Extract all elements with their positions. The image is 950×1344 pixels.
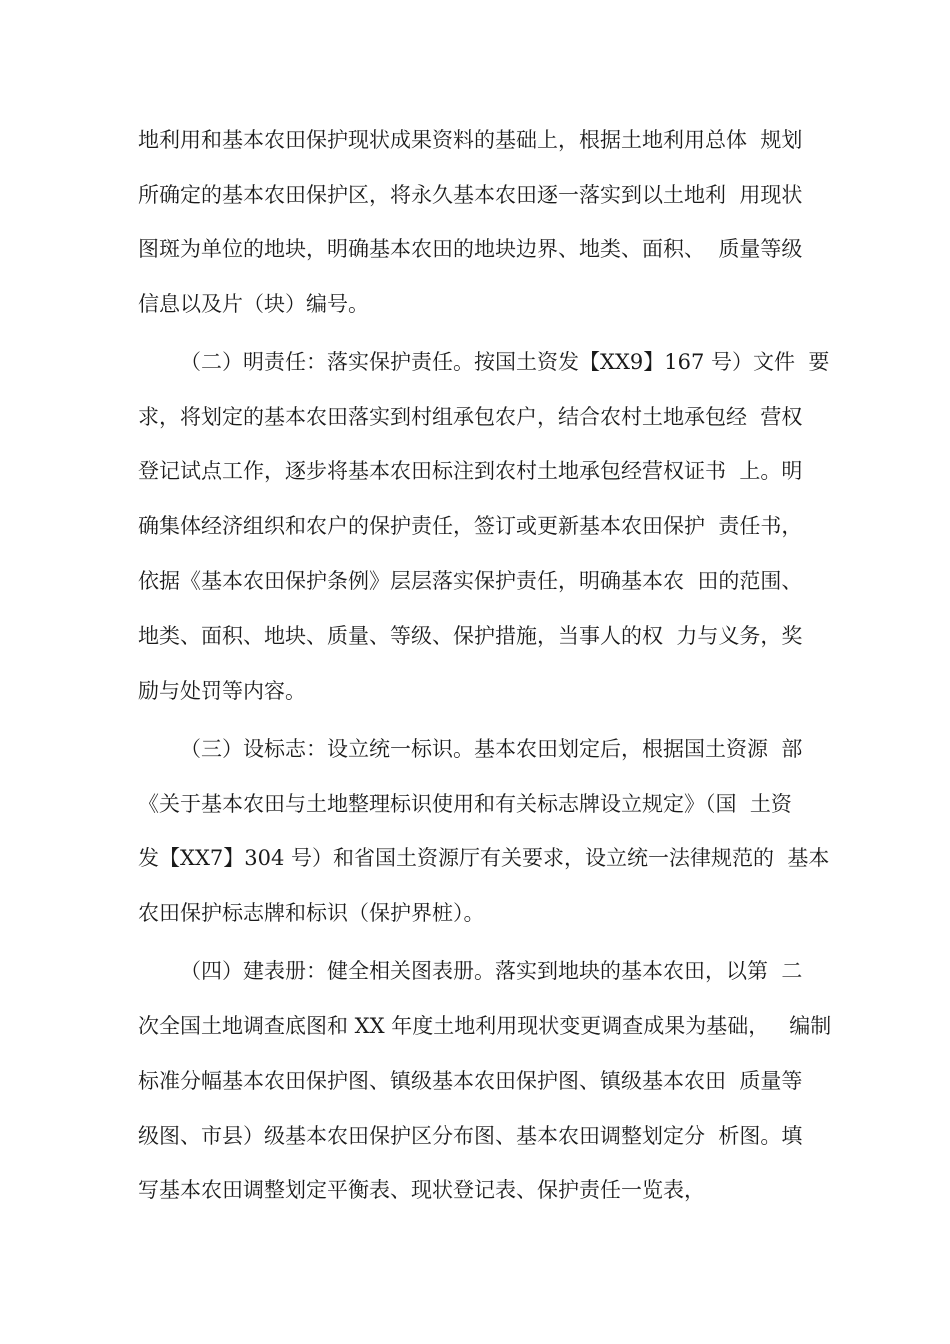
text-line: 依据《基本农田保护条例》层层落实保护责任，明确基本农 田的范围、 bbox=[138, 569, 803, 593]
paragraph-heading-line: （二）明责任：落实保护责任。按国土资发【XX9】167 号）文件 要 bbox=[180, 350, 830, 374]
text-line: 地类、面积、地块、质量、等级、保护措施，当事人的权 力与义务，奖 bbox=[138, 624, 803, 648]
text-line: 级图、市县）级基本农田保护区分布图、基本农田调整划定分 析图。填 bbox=[138, 1124, 803, 1148]
text-line: 励与处罚等内容。 bbox=[138, 679, 306, 703]
text-line: 求，将划定的基本农田落实到村组承包农户，结合农村土地承包经 营权 bbox=[138, 405, 803, 429]
text-line: 图斑为单位的地块，明确基本农田的地块边界、地类、面积、 质量等级 bbox=[138, 237, 803, 261]
text-line: 信息以及片（块）编号。 bbox=[138, 292, 369, 316]
paragraph-heading-line: （四）建表册：健全相关图表册。落实到地块的基本农田，以第 二 bbox=[180, 959, 803, 983]
text-line: 标准分幅基本农田保护图、镇级基本农田保护图、镇级基本农田 质量等 bbox=[138, 1069, 803, 1093]
text-line: 《关于基本农田与土地整理标识使用和有关标志牌设立规定》（国 土资 bbox=[138, 792, 792, 816]
text-line: 次全国土地调查底图和 XX 年度土地利用现状变更调查成果为基础， 编制 bbox=[138, 1014, 832, 1038]
text-line: 地利用和基本农田保护现状成果资料的基础上，根据土地利用总体 规划 bbox=[138, 128, 803, 152]
text-line: 写基本农田调整划定平衡表、现状登记表、保护责任一览表， bbox=[138, 1178, 705, 1202]
text-line: 确集体经济组织和农户的保护责任，签订或更新基本农田保护 责任书， bbox=[138, 514, 803, 538]
text-line: 农田保护标志牌和标识（保护界桩）。 bbox=[138, 901, 485, 925]
text-line: 发【XX7】304 号）和省国土资源厅有关要求，设立统一法律规范的 基本 bbox=[138, 846, 830, 870]
text-line: 登记试点工作，逐步将基本农田标注到农村土地承包经营权证书 上。明 bbox=[138, 459, 803, 483]
text-line: 所确定的基本农田保护区，将永久基本农田逐一落实到以土地利 用现状 bbox=[138, 183, 803, 207]
paragraph-heading-line: （三）设标志：设立统一标识。基本农田划定后，根据国土资源 部 bbox=[180, 737, 803, 761]
